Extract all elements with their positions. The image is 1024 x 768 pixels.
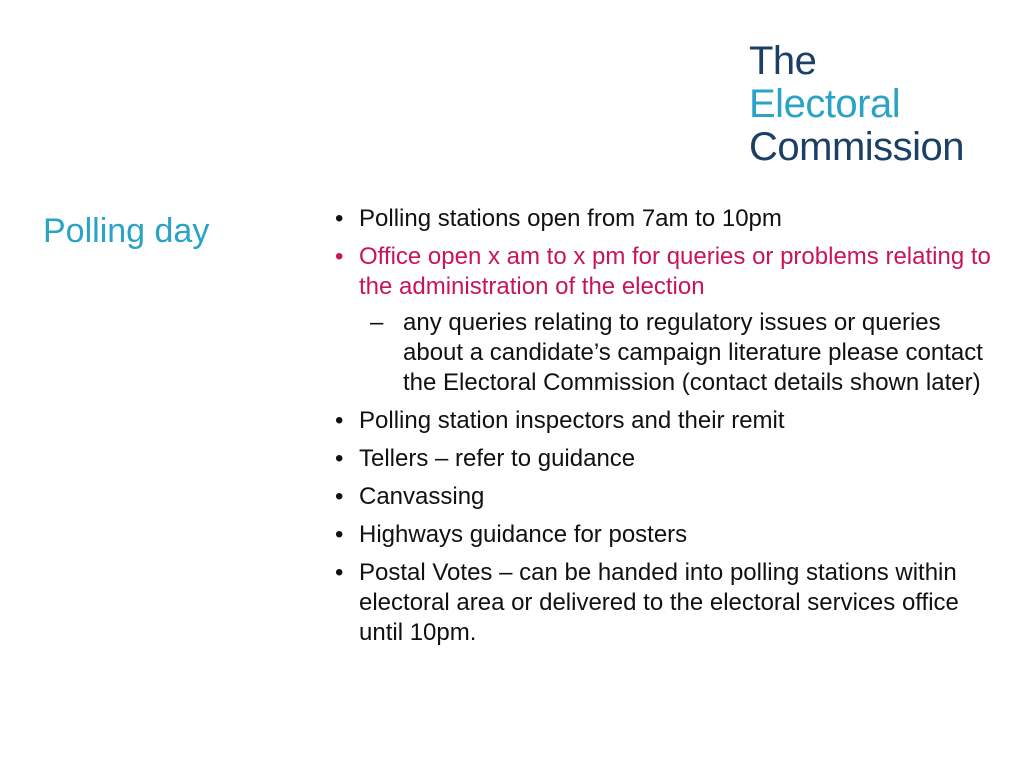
sub-list-item	[335, 308, 1005, 398]
logo-line-electoral: Electoral	[749, 82, 901, 126]
list-item-text: Polling stations open from 7am to 10pm	[359, 205, 782, 232]
electoral-commission-logo	[749, 40, 964, 169]
bullet-icon: •	[335, 559, 344, 586]
list-item	[335, 520, 1005, 550]
slide-title: Polling day	[43, 212, 210, 250]
list-item-text: Canvassing	[359, 483, 485, 510]
list-item-text: Office open x am to x pm for queries or problems relating to the administration of the election	[359, 243, 991, 300]
bullet-icon: •	[335, 407, 344, 434]
dash-icon: –	[370, 309, 384, 336]
bullet-icon: •	[335, 521, 344, 548]
list-item	[335, 444, 1005, 474]
list-item	[335, 204, 1005, 234]
bullet-icon: •	[335, 445, 344, 472]
list-item-text: Postal Votes – can be handed into polling stations within electoral area or delivered to the electoral services office until 10pm.	[359, 559, 959, 646]
list-item-highlighted	[335, 242, 1005, 302]
list-item	[335, 406, 1005, 436]
list-item	[335, 558, 1005, 648]
list-item	[335, 482, 1005, 512]
bullet-list	[335, 204, 1005, 656]
bullet-icon: •	[335, 205, 344, 232]
bullet-icon: •	[335, 243, 344, 270]
bullet-icon: •	[335, 483, 344, 510]
sub-list-item-text: any queries relating to regulatory issues or queries about a candidate’s campaign literature please contact the Electoral Commission (contact details shown later)	[403, 309, 983, 396]
list-item-text: Tellers – refer to guidance	[359, 445, 636, 472]
logo-line-commission: Commission	[749, 125, 965, 169]
list-item-text: Highways guidance for posters	[359, 521, 688, 548]
logo-line-the: The	[749, 39, 817, 83]
list-item-text: Polling station inspectors and their remit	[359, 407, 785, 434]
